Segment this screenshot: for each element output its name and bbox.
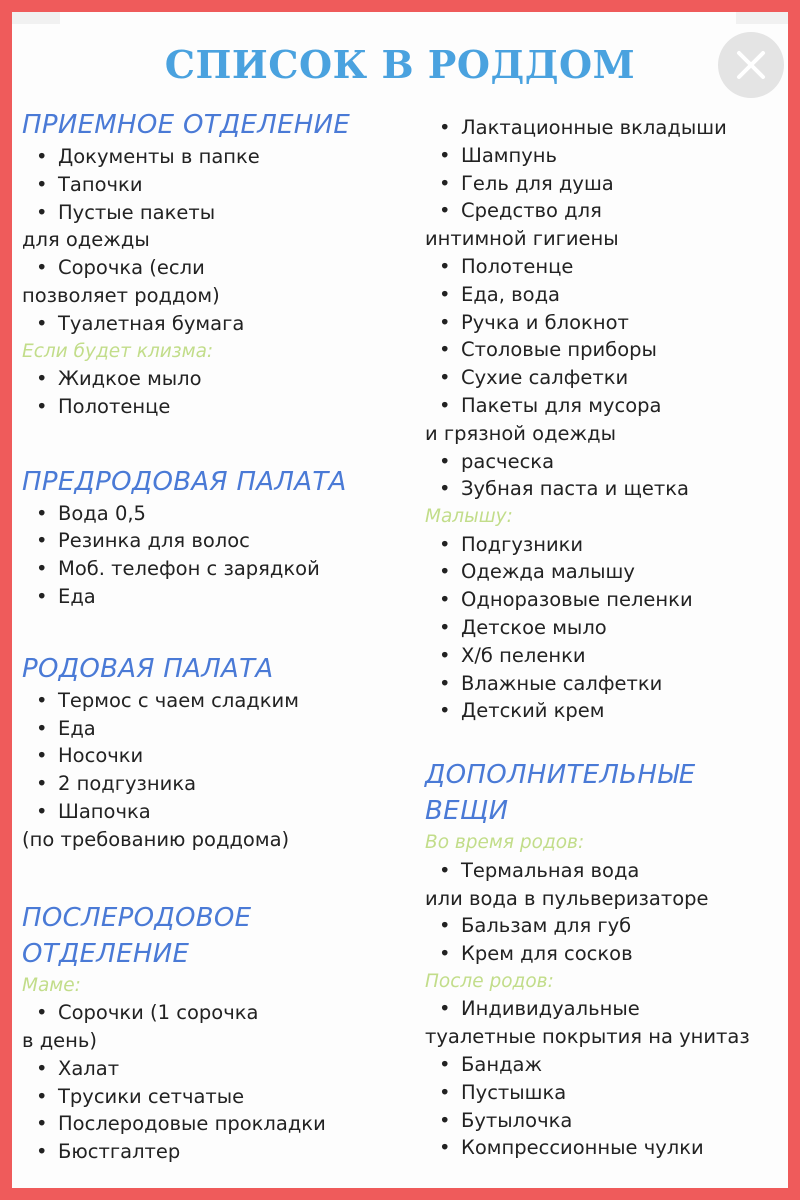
item-text: Влажные салфетки xyxy=(461,671,663,695)
item-text: Ручка и блокнот xyxy=(461,310,629,334)
item-text: Пустышка xyxy=(461,1080,567,1104)
close-button[interactable] xyxy=(718,32,784,98)
section-heading xyxy=(425,757,785,829)
list-item xyxy=(22,1138,417,1166)
left-column xyxy=(22,102,417,1166)
item-text-continued: или вода в пульверизаторе xyxy=(425,886,709,910)
item-text: Бутылочка xyxy=(461,1108,573,1132)
bullet-icon: • xyxy=(439,858,451,882)
list-item xyxy=(425,170,785,198)
bullet-icon: • xyxy=(36,1140,48,1164)
right-column xyxy=(425,102,785,1162)
item-list xyxy=(22,365,417,421)
subheading: Маме: xyxy=(22,974,81,996)
list-item xyxy=(22,555,417,583)
bullet-icon: • xyxy=(36,200,48,224)
item-text: Одноразовые пеленки xyxy=(461,588,693,612)
section-heading xyxy=(22,900,417,972)
item-text-continued: для одежды xyxy=(22,228,150,252)
bullet-icon: • xyxy=(36,1001,48,1025)
item-text: Пустые пакеты xyxy=(58,200,216,224)
list-item xyxy=(22,1110,417,1138)
list-item xyxy=(425,697,785,725)
item-list xyxy=(22,687,417,854)
item-text: Индивидуальные xyxy=(461,997,640,1021)
list-item xyxy=(22,1083,417,1111)
item-text: Сорочки (1 сорочка xyxy=(58,1001,259,1025)
list-item xyxy=(425,614,785,642)
bullet-icon: • xyxy=(439,588,451,612)
bullet-icon: • xyxy=(36,311,48,335)
list-item xyxy=(425,448,785,476)
list-item xyxy=(22,715,417,743)
list-item xyxy=(22,171,417,199)
list-item xyxy=(22,999,417,1055)
list-item xyxy=(22,500,417,528)
item-list xyxy=(22,500,417,611)
bullet-icon: • xyxy=(439,338,451,362)
list-item xyxy=(425,114,785,142)
heading-line: ДОПОЛНИТЕЛЬНЫЕ xyxy=(425,760,696,791)
section-baby xyxy=(425,503,785,725)
item-text-continued: (по требованию роддома) xyxy=(22,827,290,851)
list-item xyxy=(425,586,785,614)
bullet-icon: • xyxy=(36,744,48,768)
item-text: 2 подгузника xyxy=(58,772,197,796)
section-reception xyxy=(22,107,417,421)
bullet-icon: • xyxy=(439,477,451,501)
item-text: Средство для xyxy=(461,199,602,223)
item-text: Подгузники xyxy=(461,532,584,556)
item-text: Еда, вода xyxy=(461,282,561,306)
list-item xyxy=(22,393,417,421)
list-item xyxy=(425,364,785,392)
list-item xyxy=(425,1051,785,1079)
item-text: Полотенце xyxy=(461,254,574,278)
list-item xyxy=(22,310,417,338)
bullet-icon: • xyxy=(439,310,451,334)
list-item xyxy=(425,940,785,968)
bullet-icon: • xyxy=(439,560,451,584)
list-item xyxy=(425,253,785,281)
item-text: Носочки xyxy=(58,744,144,768)
item-text-continued: интимной гигиены xyxy=(425,227,619,251)
list-item xyxy=(425,642,785,670)
list-item xyxy=(425,558,785,586)
item-text: Детское мыло xyxy=(461,616,607,640)
subheading: Если будет клизма: xyxy=(22,340,214,362)
bullet-icon: • xyxy=(36,772,48,796)
subheading: Малышу: xyxy=(425,506,513,528)
bullet-icon: • xyxy=(36,501,48,525)
item-text-continued: и грязной одежды xyxy=(425,421,617,445)
list-item xyxy=(425,197,785,253)
page-title: СПИСОК В РОДДОМ xyxy=(164,42,636,87)
section-prenatal xyxy=(22,464,417,611)
item-list xyxy=(425,995,785,1162)
list-item xyxy=(22,365,417,393)
bullet-icon: • xyxy=(439,532,451,556)
list-item xyxy=(425,142,785,170)
bullet-icon: • xyxy=(36,716,48,740)
bullet-icon: • xyxy=(439,1136,451,1160)
item-text: Тапочки xyxy=(58,172,143,196)
bullet-icon: • xyxy=(36,172,48,196)
bullet-icon: • xyxy=(36,585,48,609)
heading-line: ОТДЕЛЕНИЕ xyxy=(22,938,190,969)
item-list xyxy=(22,143,417,338)
item-text: Документы в папке xyxy=(58,145,260,168)
list-item xyxy=(425,857,785,913)
bullet-icon: • xyxy=(439,643,451,667)
list-item xyxy=(425,475,785,503)
bullet-icon: • xyxy=(439,1053,451,1077)
bullet-icon: • xyxy=(439,282,451,306)
section-heading: РОДОВАЯ ПАЛАТА xyxy=(22,653,274,684)
section-extra xyxy=(425,757,785,1162)
bullet-icon: • xyxy=(36,394,48,418)
bullet-icon: • xyxy=(439,914,451,938)
item-text: Бальзам для губ xyxy=(461,914,632,938)
top-strip xyxy=(736,12,788,24)
item-text: Термос с чаем сладким xyxy=(58,688,299,712)
list-item xyxy=(425,1134,785,1162)
item-text-continued: в день) xyxy=(22,1028,98,1052)
item-text: Сорочка (если xyxy=(58,256,205,280)
list-item xyxy=(22,583,417,611)
bullet-icon: • xyxy=(439,699,451,723)
list-item xyxy=(22,687,417,715)
list-item xyxy=(425,1107,785,1135)
item-list xyxy=(425,531,785,726)
list-item xyxy=(22,199,417,255)
item-text: Полотенце xyxy=(58,394,171,418)
section-heading: ПРЕДРОДОВАЯ ПАЛАТА xyxy=(22,466,347,497)
list-item xyxy=(425,281,785,309)
item-text: Зубная паста и щетка xyxy=(461,477,689,501)
bullet-icon: • xyxy=(439,449,451,473)
bullet-icon: • xyxy=(439,997,451,1021)
bullet-icon: • xyxy=(439,616,451,640)
list-item xyxy=(425,531,785,559)
heading-line: ВЕЩИ xyxy=(425,796,509,827)
list-item xyxy=(22,1055,417,1083)
heading-line: ПОСЛЕРОДОВОЕ xyxy=(22,902,252,933)
item-text: расческа xyxy=(461,449,555,473)
bullet-icon: • xyxy=(439,199,451,223)
list-item xyxy=(425,1079,785,1107)
bullet-icon: • xyxy=(36,529,48,553)
subheading: Во время родов: xyxy=(425,832,585,854)
item-text: Послеродовые прокладки xyxy=(58,1112,326,1136)
bullet-icon: • xyxy=(439,254,451,278)
bullet-icon: • xyxy=(36,256,48,280)
list-item xyxy=(425,392,785,448)
bullet-icon: • xyxy=(36,145,48,168)
bullet-icon: • xyxy=(36,1084,48,1108)
list-item xyxy=(22,770,417,798)
list-item xyxy=(425,995,785,1051)
list-item xyxy=(22,742,417,770)
item-text: Туалетная бумага xyxy=(58,311,245,335)
item-text: Бюстгалтер xyxy=(58,1140,181,1164)
item-text: Столовые приборы xyxy=(461,338,657,362)
bullet-icon: • xyxy=(439,393,451,417)
item-text: Резинка для волос xyxy=(58,529,250,553)
list-item xyxy=(22,527,417,555)
top-strip xyxy=(12,12,60,24)
item-text: Халат xyxy=(58,1056,120,1080)
item-text: Еда xyxy=(58,716,96,740)
bullet-icon: • xyxy=(36,557,48,581)
item-text-continued: туалетные покрытия на унитаз xyxy=(425,1025,750,1049)
bullet-icon: • xyxy=(439,1108,451,1132)
bullet-icon: • xyxy=(36,367,48,391)
bullet-icon: • xyxy=(439,116,451,139)
section-mom-continued xyxy=(425,114,785,503)
bullet-icon: • xyxy=(439,1080,451,1104)
item-text-continued: позволяет роддом) xyxy=(22,283,220,307)
item-text: Шапочка xyxy=(58,800,151,824)
bullet-icon: • xyxy=(439,942,451,966)
bullet-icon: • xyxy=(36,800,48,824)
list-item xyxy=(425,670,785,698)
item-text: Компрессионные чулки xyxy=(461,1136,704,1160)
item-list xyxy=(22,999,417,1166)
bullet-icon: • xyxy=(36,1056,48,1080)
item-text: Бандаж xyxy=(461,1053,543,1077)
list-item xyxy=(425,309,785,337)
bullet-icon: • xyxy=(36,1112,48,1136)
list-item xyxy=(22,254,417,310)
section-heading: ПРИЕМНОЕ ОТДЕЛЕНИЕ xyxy=(22,110,351,140)
bullet-icon: • xyxy=(439,143,451,167)
checklist-card xyxy=(12,12,788,1188)
item-text: Жидкое мыло xyxy=(58,367,202,391)
list-item xyxy=(425,912,785,940)
item-text: Трусики сетчатые xyxy=(58,1084,245,1108)
item-text: Лактационные вкладыши xyxy=(461,116,727,139)
item-list xyxy=(425,857,785,968)
item-text: Вода 0,5 xyxy=(58,501,146,525)
bullet-icon: • xyxy=(439,171,451,195)
item-text: Детский крем xyxy=(461,699,605,723)
list-item xyxy=(22,143,417,171)
item-text: Пакеты для мусора xyxy=(461,393,662,417)
item-text: Одежда малышу xyxy=(461,560,635,584)
item-text: Шампунь xyxy=(461,143,558,167)
bullet-icon: • xyxy=(439,671,451,695)
item-text: Крем для сосков xyxy=(461,942,633,966)
item-text: Еда xyxy=(58,585,96,609)
item-list xyxy=(425,114,785,503)
list-item xyxy=(425,336,785,364)
item-text: Х/б пеленки xyxy=(461,643,586,667)
item-text: Моб. телефон с зарядкой xyxy=(58,557,320,581)
list-item xyxy=(22,798,417,854)
bullet-icon: • xyxy=(439,366,451,390)
bullet-icon: • xyxy=(36,688,48,712)
subheading: После родов: xyxy=(425,970,554,992)
section-postnatal xyxy=(22,900,417,1166)
item-text: Термальная вода xyxy=(461,858,640,882)
item-text: Гель для душа xyxy=(461,171,614,195)
item-text: Сухие салфетки xyxy=(461,366,629,390)
section-delivery xyxy=(22,651,417,854)
